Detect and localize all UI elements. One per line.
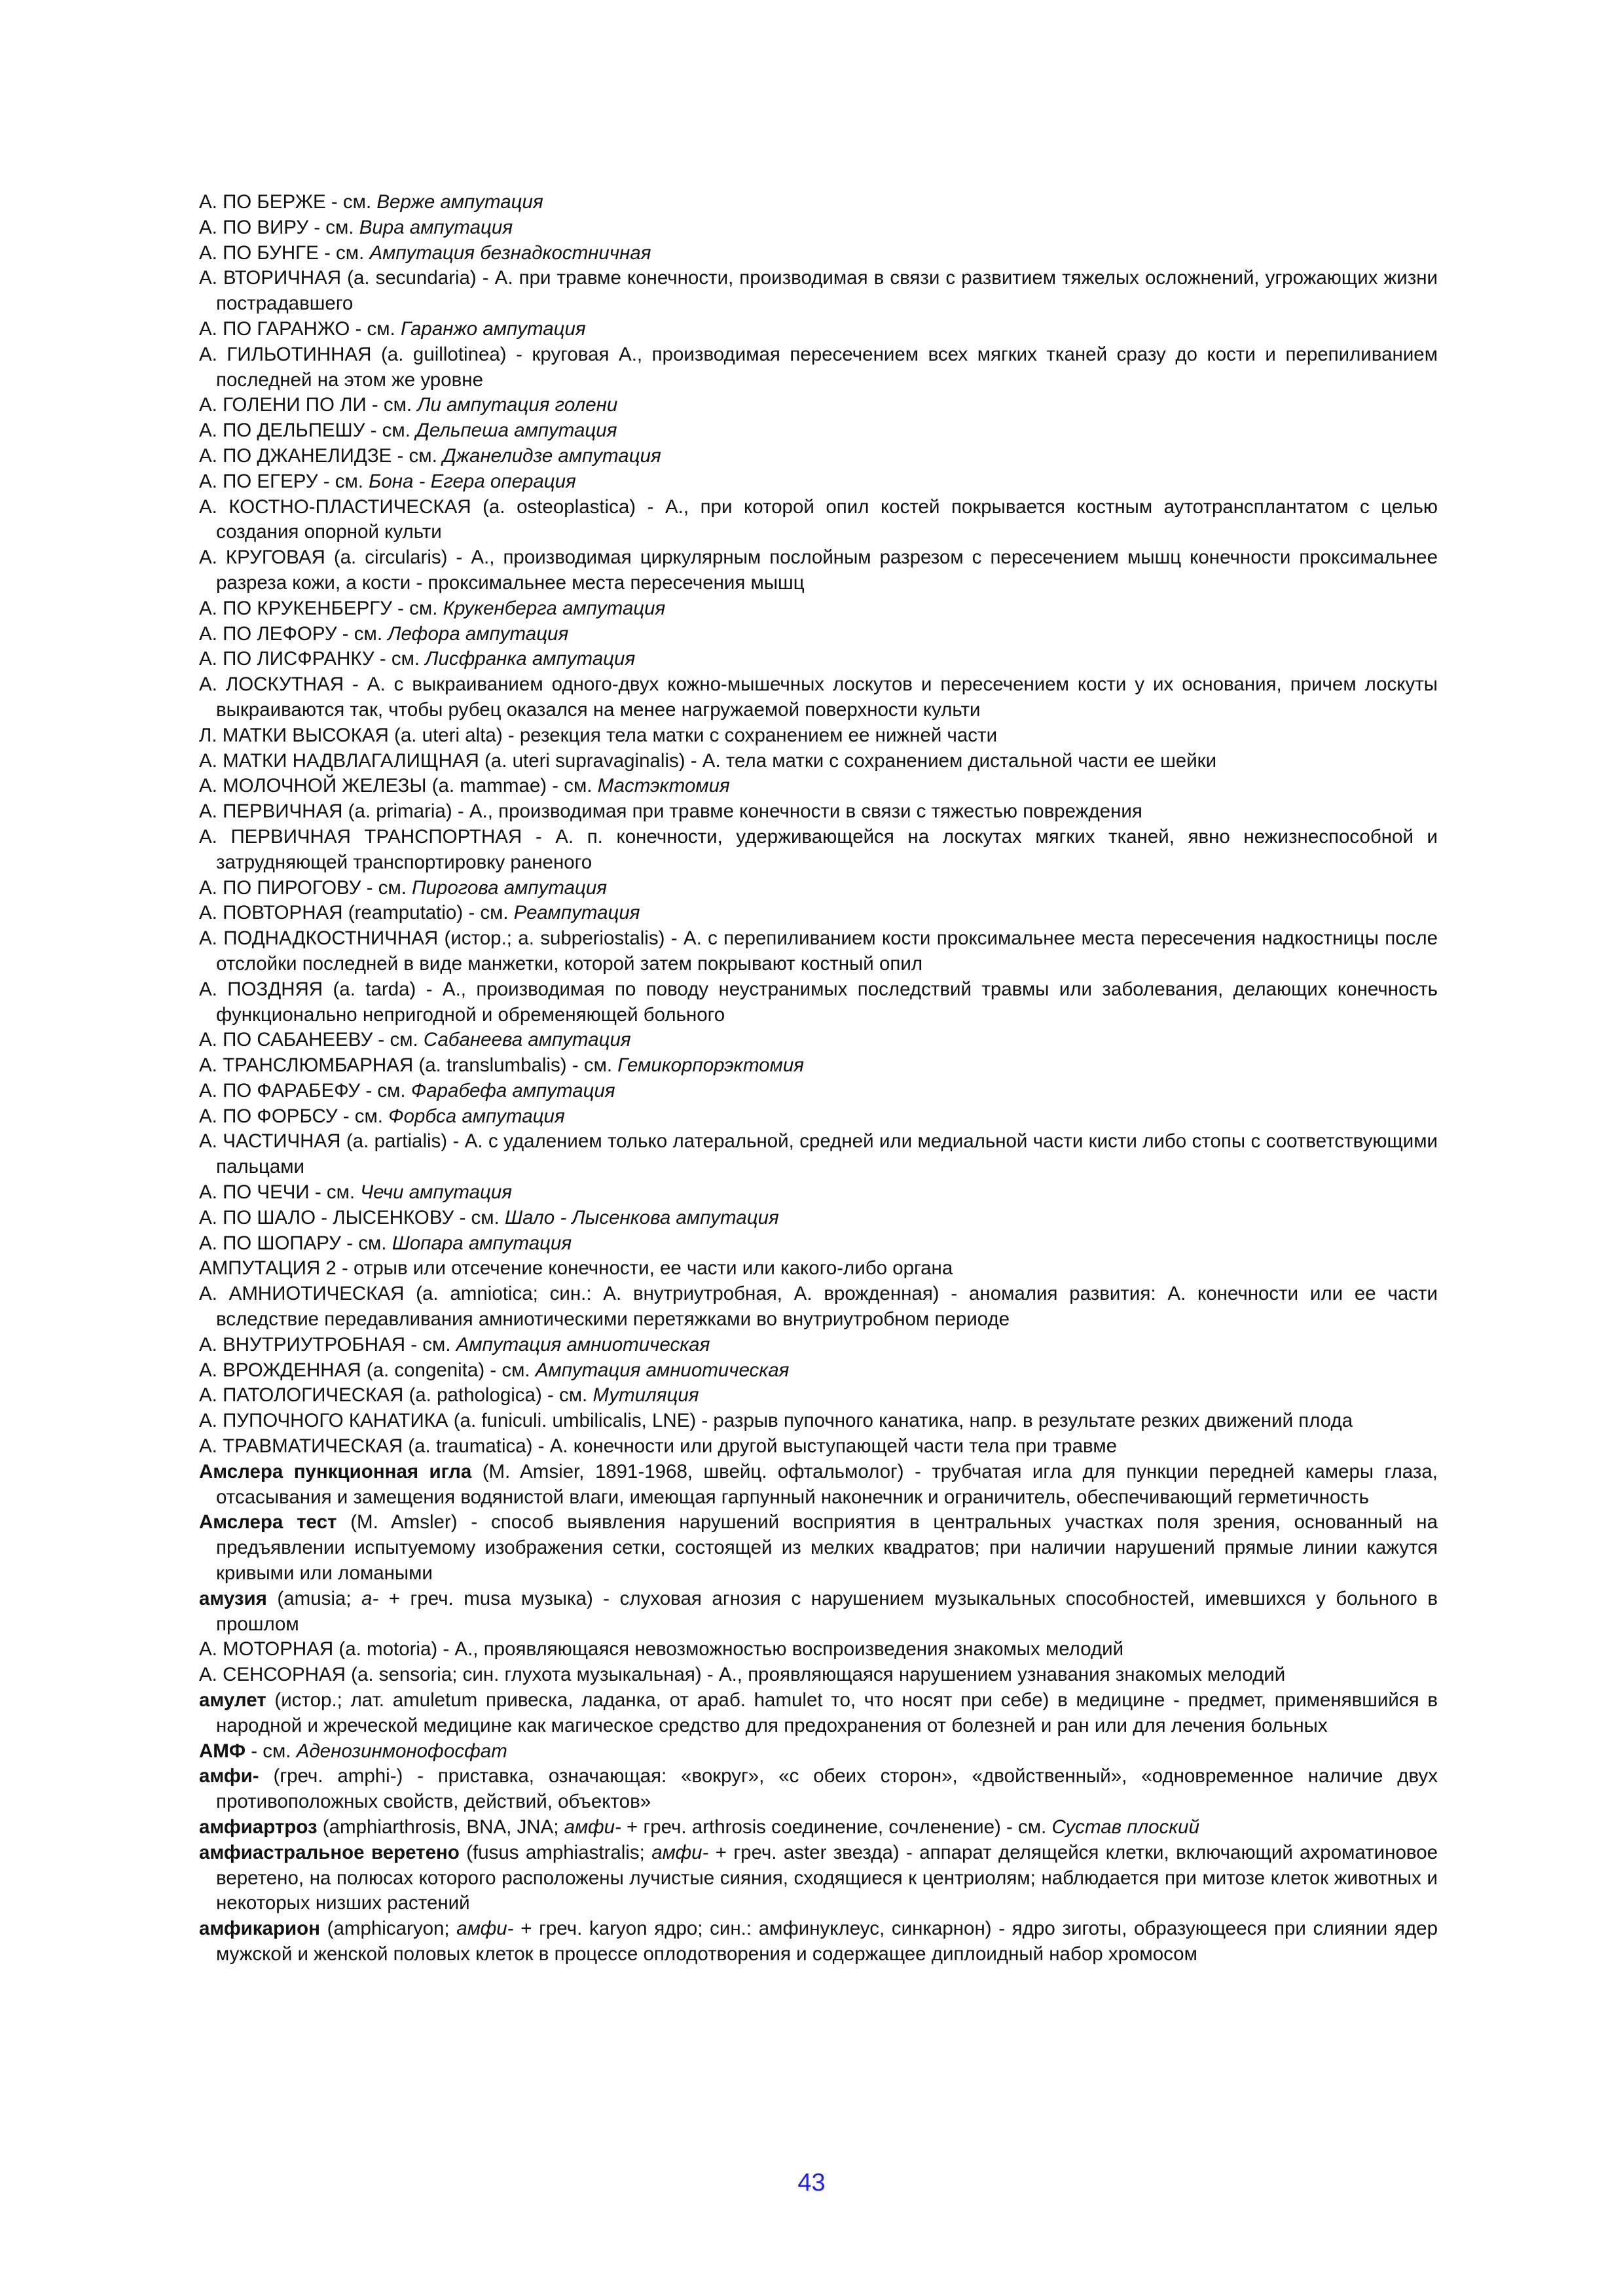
entry-cross-reference: Лефора ампутация — [388, 622, 569, 645]
dictionary-entry — [199, 469, 1438, 495]
entry-cross-reference: Реампутация — [513, 902, 640, 924]
entry-definition: (a. mammae) - см. — [426, 775, 598, 797]
entry-definition: (M. Amsler) - способ выявления нарушений восприятия в центральных участках поля зрения, основанный на предъявлении испытуемому изображения сетки, состоящей из мелких квадратов; при наличии нарушений прямые линии кажутся кривыми или ломаными — [216, 1511, 1438, 1585]
entry-cross-reference: амфи- — [564, 1816, 621, 1838]
dictionary-entry — [199, 1180, 1438, 1206]
entry-cross-reference: Вира ампутация — [359, 216, 513, 238]
dictionary-entry — [199, 1408, 1438, 1434]
dictionary-entry — [199, 723, 1438, 749]
entry-term: А. ПОВТОРНАЯ — [199, 902, 343, 924]
dictionary-entry — [199, 774, 1438, 799]
entry-term: А. ТРАВМАТИЧЕСКАЯ — [199, 1435, 403, 1458]
dictionary-entry — [199, 1916, 1438, 1967]
entry-cross-reference: а- — [361, 1587, 379, 1609]
entry-definition: (a. primaria) - А., производимая при травме конечности в связи с тяжестью повреждения — [342, 800, 1142, 823]
entry-definition: (a. translumbalis) - см. — [413, 1054, 618, 1077]
entry-term: А. ВРОЖДЕННАЯ — [199, 1359, 361, 1381]
dictionary-entry — [199, 342, 1438, 393]
dictionary-entry — [199, 1688, 1438, 1739]
entry-term: А. ПО ДЖАНЕЛИДЗЕ — [199, 444, 392, 467]
entry-definition: (amphiarthrosis, BNA, JNA; — [317, 1816, 564, 1838]
dictionary-entry — [199, 1764, 1438, 1815]
dictionary-entry — [199, 1129, 1438, 1180]
entry-definition-tail: + греч. arthrosis соединение, сочленение) - см. — [621, 1816, 1052, 1838]
entry-cross-reference: Гемикорпорэктомия — [617, 1054, 804, 1077]
dictionary-entry — [199, 1079, 1438, 1104]
entry-definition: (a. pathologica) - см. — [403, 1384, 593, 1407]
entry-definition: - см. — [309, 1181, 361, 1204]
entry-cross-reference: Ампутация безнадкостничная — [369, 242, 651, 264]
dictionary-entry — [199, 672, 1438, 723]
entry-cross-reference: Чечи ампутация — [360, 1181, 513, 1204]
entry-definition: (a. secundaria) - А. при травме конечности, производимая в связи с развитием тяжелых осложнений, угрожающих жизни пострадавшего — [216, 267, 1438, 315]
entry-term: А. ПО КРУКЕНБЕРГУ — [199, 597, 392, 619]
entry-definition: (a. guillotinea) - круговая А., производимая пересечением всех мягких тканей сразу до кости и перепиливанием последней на этом же уровне — [216, 343, 1438, 391]
entry-definition: (a. uteri supravaginalis) - А. тела матки с сохранением дистальной части ее шейки — [479, 749, 1217, 772]
entry-term: А. ПАТОЛОГИЧЕСКАЯ — [199, 1384, 404, 1407]
dictionary-entry — [199, 647, 1438, 672]
entry-definition: - А. с выкраиванием одного-двух кожно-мышечных лоскутов и пересечением кости у их основания, причем лоскуты выкраиваются так, чтобы рубец оказался на менее нагружаемой поверхности культи — [216, 673, 1438, 721]
entry-definition-tail: + греч. aster звезда) - аппарат делящейся клетки, включающий ахроматиновое веретено, на полюсах которого расположены лучистые сияния, сходящиеся к центриолям; наблюдается при митозе клеток животных и некоторых низших растений — [216, 1841, 1438, 1914]
dictionary-entry — [199, 1587, 1438, 1638]
entry-definition: (a. traumatica) - А. конечности или другой выступающей части тела при травме — [403, 1435, 1118, 1458]
entry-term: А. МОЛОЧНОЙ ЖЕЛЕЗЫ — [199, 775, 427, 797]
entry-definition: (reamputatio) - см. — [342, 902, 514, 924]
entry-term: А. КОСТНО-ПЛАСТИЧЕСКАЯ — [199, 495, 471, 518]
dictionary-entry — [199, 1815, 1438, 1840]
entry-definition: (a. amniotica; син.: А. внутриутробная, А. врожденная) - аномалия развития: А. конечности или ее части вследствие передавливания амниотическими перетяжками во внутриутробном периоде — [216, 1283, 1438, 1331]
entry-term: А. ПО БУНГЕ — [199, 242, 319, 264]
entry-definition: - см. — [392, 444, 443, 467]
entry-definition: - см. — [361, 876, 412, 899]
entry-term: А. МАТКИ НАДВЛАГАЛИЩНАЯ — [199, 749, 479, 772]
entry-definition: - см. — [392, 597, 443, 619]
entry-definition: - см. — [373, 1029, 424, 1051]
entry-term: А. ПО ЧЕЧИ — [199, 1181, 310, 1204]
dictionary-entry — [199, 926, 1438, 977]
entry-term: А. АМНИОТИЧЕСКАЯ — [199, 1283, 405, 1305]
dictionary-entry — [199, 317, 1438, 342]
entry-cross-reference: Мастэктомия — [597, 775, 730, 797]
entry-term: амфиартроз — [199, 1816, 318, 1838]
entry-cross-reference: Шало - Лысенкова ампутация — [504, 1206, 779, 1229]
entry-definition: (a. partialis) - А. с удалением только латеральной, средней или медиальной части кисти либо стопы с соответствующими пальцами — [216, 1130, 1438, 1178]
entry-term: А. КРУГОВАЯ — [199, 547, 325, 569]
entry-definition: - см. — [341, 1232, 392, 1254]
dictionary-entry — [199, 1739, 1438, 1765]
entry-term: амулет — [199, 1689, 266, 1712]
entry-term: амузия — [199, 1587, 267, 1609]
entry-term: А. ПО ЛЕФОРУ — [199, 622, 337, 645]
entry-definition: - см. — [374, 648, 426, 670]
dictionary-entry — [199, 622, 1438, 647]
entry-term: А. ПО ФАРАБЕФУ — [199, 1079, 361, 1102]
entry-definition: (M. Amsier, 1891-1968, швейц. офтальмолог) - трубчатая игла для пункции передней камеры глаза, отсасывания и замещения водянистой влаги, имеющая гарпунный наконечник и ограничитель, обеспечивающий герметичность — [216, 1460, 1438, 1508]
entry-term: А. ВТОРИЧНАЯ — [199, 267, 342, 289]
entry-term: А. ПО САБАНЕЕВУ — [199, 1029, 373, 1051]
dictionary-entry — [199, 799, 1438, 825]
entry-definition: (a. circularis) - А., производимая циркулярным послойным разрезом с пересечением мышц конечности проксимальнее разреза кожи, а кости - проксимальнее места пересечения мышц — [216, 547, 1438, 594]
entry-term: А. ГОЛЕНИ ПО ЛИ — [199, 394, 367, 416]
dictionary-entry — [199, 1840, 1438, 1916]
dictionary-entry — [199, 266, 1438, 317]
entry-definition: - см. — [360, 1079, 411, 1102]
entry-term: А. ПО ШОПАРУ — [199, 1232, 342, 1254]
dictionary-entry — [199, 393, 1438, 418]
dictionary-entry — [199, 241, 1438, 266]
entry-term: А. ПУПОЧНОГО КАНАТИКА — [199, 1410, 448, 1432]
dictionary-entry — [199, 1282, 1438, 1333]
entry-definition: (a. sensoria; син. глухота музыкальная) - А., проявляющаяся нарушением узнавания знакомых мелодий — [345, 1664, 1286, 1686]
entry-term: А. ВНУТРИУТРОБНАЯ — [199, 1333, 406, 1355]
entry-definition: - А. п. конечности, удерживающейся на лоскутах мягких тканей, явно нежизнеспособной и затрудняющей транспортировку раненого — [216, 825, 1438, 873]
entry-definition: (a. osteoplastica) - А., при которой опил костей покрывается костным аутотрансплантатом с целью создания опорной культи — [216, 495, 1438, 543]
entry-term: амфиастральное веретено — [199, 1841, 460, 1863]
entry-cross-reference: Лисфранка ампутация — [425, 648, 636, 670]
entry-definition-tail: + греч. musa музыка) - слуховая агнозия с нарушением музыкальных способностей, имевшихся у больного в прошлом — [216, 1587, 1438, 1635]
entry-cross-reference: Форбса ампутация — [388, 1105, 565, 1127]
dictionary-entry — [199, 825, 1438, 876]
dictionary-entry — [199, 1206, 1438, 1231]
entry-cross-reference: Ли ампутация голени — [417, 394, 618, 416]
entry-definition: (a. motoria) - А., проявляющаяся невозможностью воспроизведения знакомых мелодий — [333, 1638, 1124, 1660]
dictionary-entry — [199, 596, 1438, 622]
entry-term: А. ТРАНСЛЮМБАРНАЯ — [199, 1054, 414, 1077]
entry-term: А. ПЕРВИЧНАЯ ТРАНСПОРТНАЯ — [199, 825, 522, 848]
entry-definition: - см. — [454, 1206, 505, 1229]
dictionary-entry — [199, 1358, 1438, 1384]
entry-term: А. ЛОСКУТНАЯ — [199, 673, 344, 696]
dictionary-entry — [199, 1434, 1438, 1460]
entry-term: АМПУТАЦИЯ 2 — [199, 1257, 337, 1280]
entry-definition: (a. uteri alta) - резекция тела матки с сохранением ее нижней части — [388, 724, 998, 746]
dictionary-entry — [199, 190, 1438, 215]
dictionary-entry — [199, 1104, 1438, 1130]
entry-term: А. ПЕРВИЧНАЯ — [199, 800, 343, 823]
entry-definition: - см. — [365, 420, 416, 442]
entry-definition: - см. — [318, 470, 369, 492]
entry-cross-reference: Аденозинмонофосфат — [296, 1740, 507, 1762]
dictionary-entry — [199, 1053, 1438, 1079]
entry-cross-reference: амфи- — [651, 1841, 709, 1863]
entry-cross-reference: Крукенберга ампутация — [443, 597, 666, 619]
entry-definition: (греч. amphi-) - приставка, означающая: «вокруг», «с обеих сторон», «двойственный», «одновременное наличие двух противоположных свойств, действий, объектов» — [216, 1765, 1438, 1813]
dictionary-entry — [199, 1637, 1438, 1662]
dictionary-entry — [199, 1510, 1438, 1586]
entry-cross-reference: Верже ампутация — [376, 191, 543, 213]
entry-definition-tail: + греч. karyon ядро; син.: амфинуклеус, синкарнон) - ядро зиготы, образующееся при слиянии ядер мужской и женской половых клеток в процессе оплодотворения и содержащее диплоидный набор хромосом — [216, 1918, 1438, 1965]
entry-definition: - см. — [337, 1105, 389, 1127]
dictionary-entry — [199, 1333, 1438, 1358]
entry-term: А. ПОЗДНЯЯ — [199, 978, 323, 1000]
dictionary-entry — [199, 1460, 1438, 1511]
entry-term: Амслера тест — [199, 1511, 337, 1534]
dictionary-entry — [199, 444, 1438, 469]
dictionary-entry — [199, 495, 1438, 546]
dictionary-entry — [199, 418, 1438, 444]
entry-term: амфи- — [199, 1765, 259, 1787]
entry-definition: - отрыв или отсечение конечности, ее части или какого-либо органа — [336, 1257, 953, 1280]
dictionary-entry — [199, 749, 1438, 774]
entry-term: А. СЕНСОРНАЯ — [199, 1664, 346, 1686]
entry-definition: (amusia; — [266, 1587, 362, 1609]
entry-cross-reference: Ампутация амниотическая — [535, 1359, 790, 1381]
entry-term: А. ПО ФОРБСУ — [199, 1105, 338, 1127]
dictionary-entry — [199, 1028, 1438, 1053]
entry-definition: (a. tarda) - А., производимая по поводу неустранимых последствий травмы или заболевания, делающих конечность функционально непригодной и обременяющей больного — [216, 978, 1438, 1026]
entry-cross-reference: Шопара ампутация — [392, 1232, 572, 1254]
entry-definition: - см. — [325, 191, 377, 213]
entry-definition: - см. — [308, 216, 359, 238]
dictionary-entry — [199, 1662, 1438, 1688]
entry-cross-reference: Сабанеева ампутация — [423, 1029, 631, 1051]
dictionary-entry — [199, 1383, 1438, 1408]
dictionary-entries — [199, 190, 1438, 1967]
entry-term: А. ПО ЛИСФРАНКУ — [199, 648, 374, 670]
dictionary-entry — [199, 1231, 1438, 1257]
entry-term: А. ГИЛЬОТИННАЯ — [199, 343, 372, 365]
entry-term: А. ПО ГАРАНЖО — [199, 317, 350, 340]
entry-term: Л. МАТКИ ВЫСОКАЯ — [199, 724, 389, 746]
entry-definition: (fusus amphiastralis; — [459, 1841, 652, 1863]
entry-definition: (истор.; лат. amuletum привеска, ладанка, от араб. hamulet то, что носят при себе) в медицине - предмет, применявшийся в народной и жреческой медицине как магическое средство для предохранения от болезней и ран или для лечения больных — [216, 1689, 1438, 1736]
entry-term: А. ПО ПИРОГОВУ — [199, 876, 361, 899]
entry-definition: (a. funiculi. umbilicalis, LNE) - разрыв пупочного канатика, напр. в результате резких движений плода — [448, 1410, 1353, 1432]
entry-term: Амслера пункционная игла — [199, 1460, 472, 1482]
entry-cross-reference: Джанелидзе ампутация — [442, 444, 661, 467]
entry-term: А. ПО ДЕЛЬПЕШУ — [199, 420, 365, 442]
entry-cross-reference: Мутиляция — [593, 1384, 699, 1407]
entry-cross-reference: Пирогова ампутация — [412, 876, 608, 899]
entry-term: А. ПОДНАДКОСТНИЧНАЯ — [199, 927, 439, 950]
entry-term: А. ПО ЕГЕРУ — [199, 470, 318, 492]
entry-definition: - см. — [405, 1333, 456, 1355]
entry-term: А. МОТОРНАЯ — [199, 1638, 334, 1660]
entry-definition: - см. — [366, 394, 418, 416]
dictionary-entry — [199, 876, 1438, 901]
dictionary-entry — [199, 901, 1438, 926]
dictionary-entry — [199, 215, 1438, 241]
entry-term: А. ПО БЕРЖЕ — [199, 191, 326, 213]
entry-cross-reference: Сустав плоский — [1051, 1816, 1199, 1838]
entry-term: АМФ — [199, 1740, 246, 1762]
entry-definition: - см. — [337, 622, 388, 645]
entry-cross-reference: Гаранжо ампутация — [400, 317, 586, 340]
entry-definition: (amphicaryon; — [319, 1918, 457, 1940]
entry-cross-reference: амфи- — [456, 1918, 514, 1940]
entry-definition: - см. — [350, 317, 401, 340]
entry-definition: - см. — [246, 1740, 297, 1762]
entry-term: А. ЧАСТИЧНАЯ — [199, 1130, 341, 1153]
entry-definition: (a. congenita) - см. — [361, 1359, 536, 1381]
entry-cross-reference: Бона - Егера операция — [369, 470, 576, 492]
entry-cross-reference: Ампутация амниотическая — [456, 1333, 710, 1355]
dictionary-entry — [199, 545, 1438, 596]
entry-term: А. ПО ШАЛО - ЛЫСЕНКОВУ — [199, 1206, 454, 1229]
dictionary-entry — [199, 977, 1438, 1028]
page-number: 43 — [797, 2169, 826, 2197]
entry-term: А. ПО ВИРУ — [199, 216, 309, 238]
entry-cross-reference: Фарабефа ампутация — [410, 1079, 615, 1102]
dictionary-entry — [199, 1256, 1438, 1282]
entry-definition: (истор.; a. subperiostalis) - А. с перепиливанием кости проксимальнее места пересечения надкостницы после отслойки последней в виде манжетки, которой затем покрывают костный опил — [216, 927, 1438, 975]
entry-term: амфикарион — [199, 1918, 320, 1940]
entry-cross-reference: Дельпеша ампутация — [416, 420, 617, 442]
entry-definition: - см. — [318, 242, 370, 264]
